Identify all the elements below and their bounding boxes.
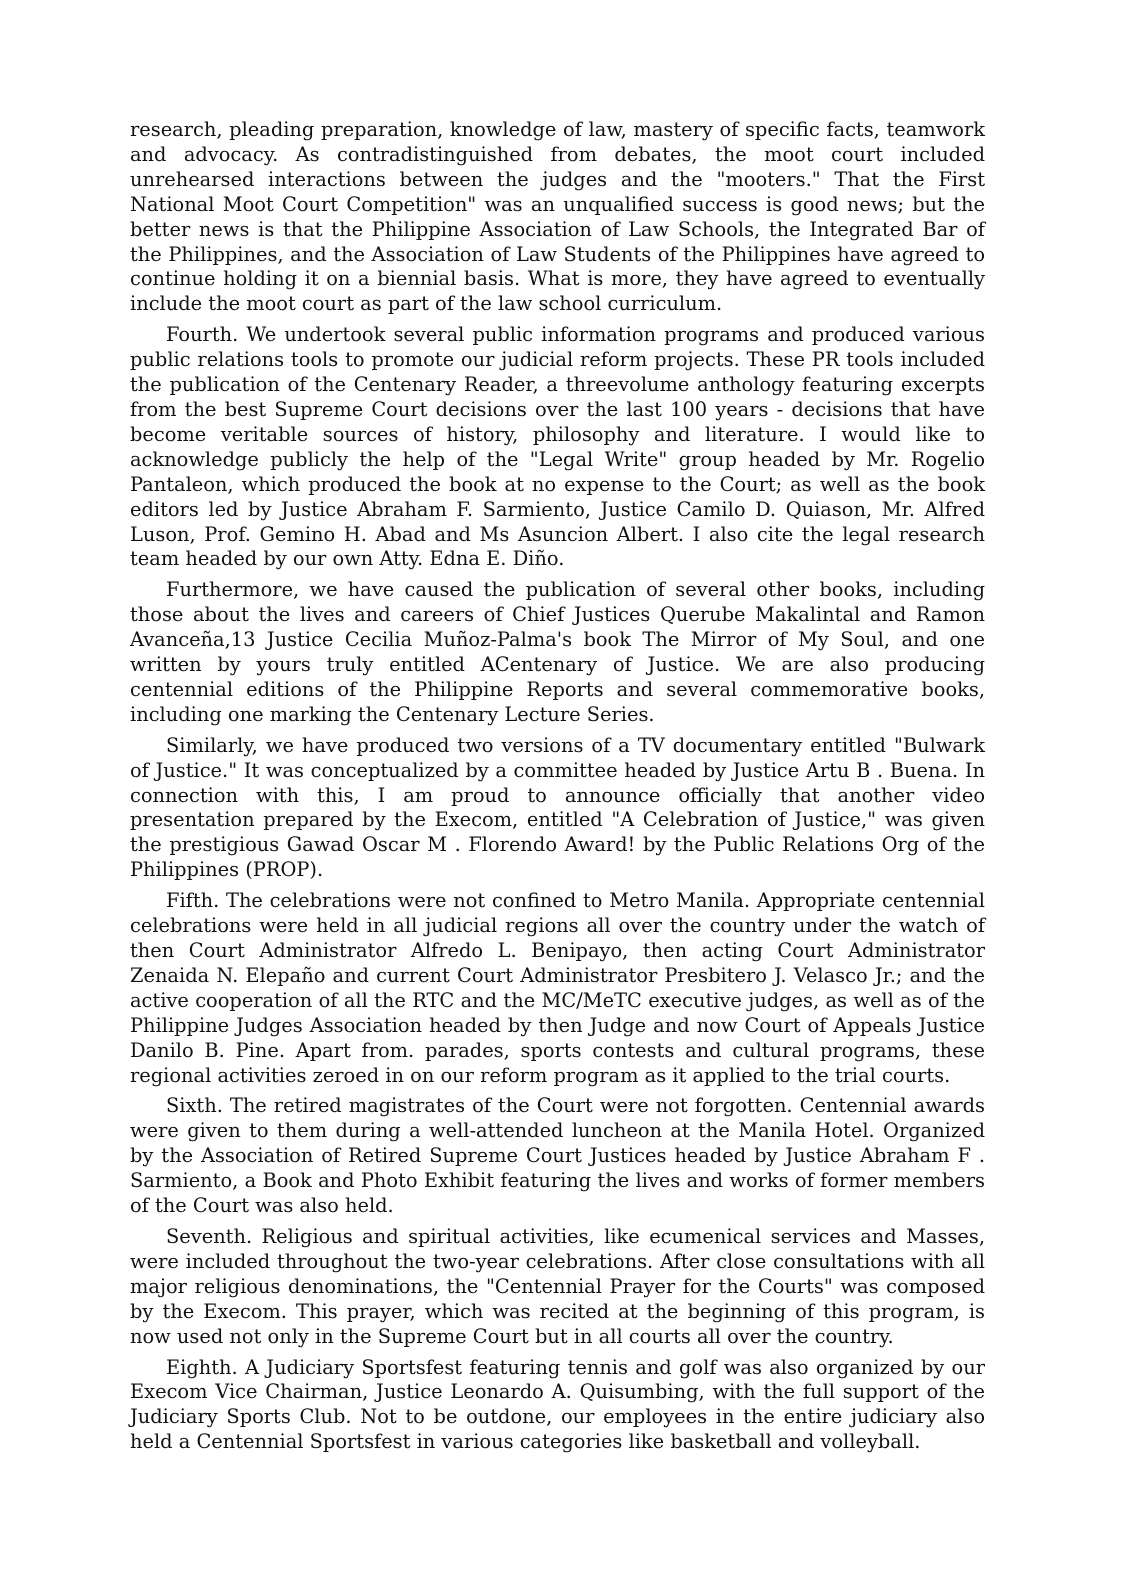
document-page [130,118,985,1461]
paragraph-eighth: Eighth. A Judiciary Sportsfest featuring tennis and golf was also organized by our Execom Vice Chairman, Justice Leonardo A. Quisumbing, with the full support of the Judiciary Sports Club. Not to be outdone, our employees in the entire judiciary also held a Centennial Sportsfest in various categories like basketball and volleyball. [130,1355,985,1454]
paragraph-fifth: Fifth. The celebrations were not confined to Metro Manila. Appropriate centennial celebrations were held in all judicial regions all over the country under the watch of then Court Administrator Alfredo L. Benipayo, then acting Court Administrator Zenaida N. Elepaño and current Court Administrator Presbitero J. Velasco Jr.; and the active cooperation of all the RTC and the MC/MeTC executive judges, as well as of the Philippine Judges Association headed by then Judge and now Court of Appeals Justice Danilo B. Pine. Apart from. parades, sports contests and cultural programs, these regional activities zeroed in on our reform program as it applied to the trial courts. [130,889,985,1087]
paragraph-similarly: Similarly, we have produced two versions of a TV documentary entitled "Bulwark of Justice." It was conceptualized by a committee headed by Justice Artu B . Buena. In connection with this, I am proud to announce officially that another video presentation prepared by the Execom, entitled "A Celebration of Justice," was given the prestigious Gawad Oscar M . Florendo Award! by the Public Relations Org of the Philippines (PROP). [130,733,985,882]
paragraph-furthermore: Furthermore, we have caused the publication of several other books, including those about the lives and careers of Chief Justices Querube Makalintal and Ramon Avanceña,13 Justice Cecilia Muñoz-Palma's book The Mirror of My Soul, and one written by yours truly entitled ACentenary of Justice. We are also producing centennial editions of the Philippine Reports and several commemorative books, including one marking the Centenary Lecture Series. [130,578,985,726]
paragraph-sixth: Sixth. The retired magistrates of the Court were not forgotten. Centennial awards were given to them during a well-attended luncheon at the Manila Hotel. Organized by the Association of Retired Supreme Court Justices headed by Justice Abraham F . Sarmiento, a Book and Photo Exhibit featuring the lives and works of former members of the Court was also held. [130,1094,985,1218]
paragraph-seventh: Seventh. Religious and spiritual activities, like ecumenical services and Masses, were included throughout the two-year celebrations. After close consultations with all major religious denominations, the "Centennial Prayer for the Courts" was composed by the Execom. This prayer, which was recited at the beginning of this program, is now used not only in the Supreme Court but in all courts all over the country. [130,1224,985,1348]
paragraph-fourth: Fourth. We undertook several public information programs and produced various public relations tools to promote our judicial reform projects. These PR tools included the publication of the Centenary Reader, a threevolume anthology featuring excerpts from the best Supreme Court decisions over the last 100 years - decisions that have become veritable sources of history, philosophy and literature. I would like to acknowledge publicly the help of the "Legal Write" group headed by Mr. Rogelio Pantaleon, which produced the book at no expense to the Court; as well as the book editors led by Justice Abraham F. Sarmiento, Justice Camilo D. Quiason, Mr. Alfred Luson, Prof. Gemino H. Abad and Ms Asuncion Albert. I also cite the legal research team headed by our own Atty. Edna E. Diño. [130,323,985,571]
paragraph-continuation: research, pleading preparation, knowledge of law, mastery of specific facts, teamwork and advocacy. As contradistinguished from debates, the moot court included unrehearsed interactions between the judges and the "mooters." That the First National Moot Court Competition" was an unqualified success is good news; but the better news is that the Philippine Association of Law Schools, the Integrated Bar of the Philippines, and the Association of Law Students of the Philippines have agreed to continue holding it on a biennial basis. What is more, they have agreed to eventually include the moot court as part of the law school curriculum. [130,118,985,316]
